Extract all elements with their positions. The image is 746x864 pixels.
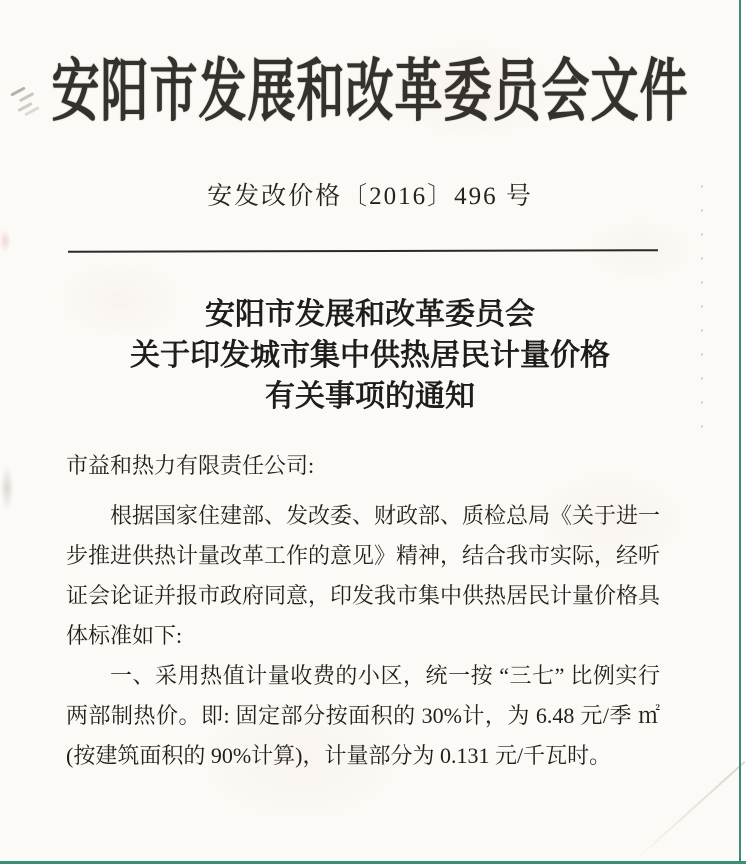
body-line: 证会论证并报市政府同意，印发我市集中供热居民计量价格具 [66,583,661,608]
doc-body [66,446,660,776]
doc-number: 安发改价格〔2016〕496 号 [207,183,533,210]
paper-crease [633,761,746,863]
divider-line [68,249,658,253]
recipient-line: 市益和热力有限责任公司: [66,453,315,478]
body-line: 两部制热价。即: 固定部分按面积的 30%计，为 6.48 元/季 ㎡ [66,703,660,728]
body-line: 根据国家住建部、发改委、财政部、质检总局《关于进一 [110,503,661,528]
edge-smudge-pink [0,226,13,256]
body-line: (按建筑面积的 90%计算)，计量部分为 0.131 元/千瓦时。 [66,743,612,768]
body-line: 体标准如下: [66,623,183,648]
body-line: 步推进供热计量改革工作的意见》精神，结合我市实际，经听 [66,543,661,568]
doc-title-line-3: 有关事项的通知 [265,380,475,413]
agency-banner-text: 安阳市发展和改革委员会文件 [51,54,689,130]
edge-smudge-gray [0,458,16,518]
scan-edge-right [739,0,741,864]
doc-title-line-1: 安阳市发展和改革委员会 [205,298,535,331]
body-line: 一、采用热值计量收费的小区，统一按 “三七” 比例实行 [110,663,660,688]
agency-banner [0,26,740,144]
doc-title [0,294,740,417]
perforation-dots [701,185,703,440]
doc-title-line-2: 关于印发城市集中供热居民计量价格 [130,339,610,372]
